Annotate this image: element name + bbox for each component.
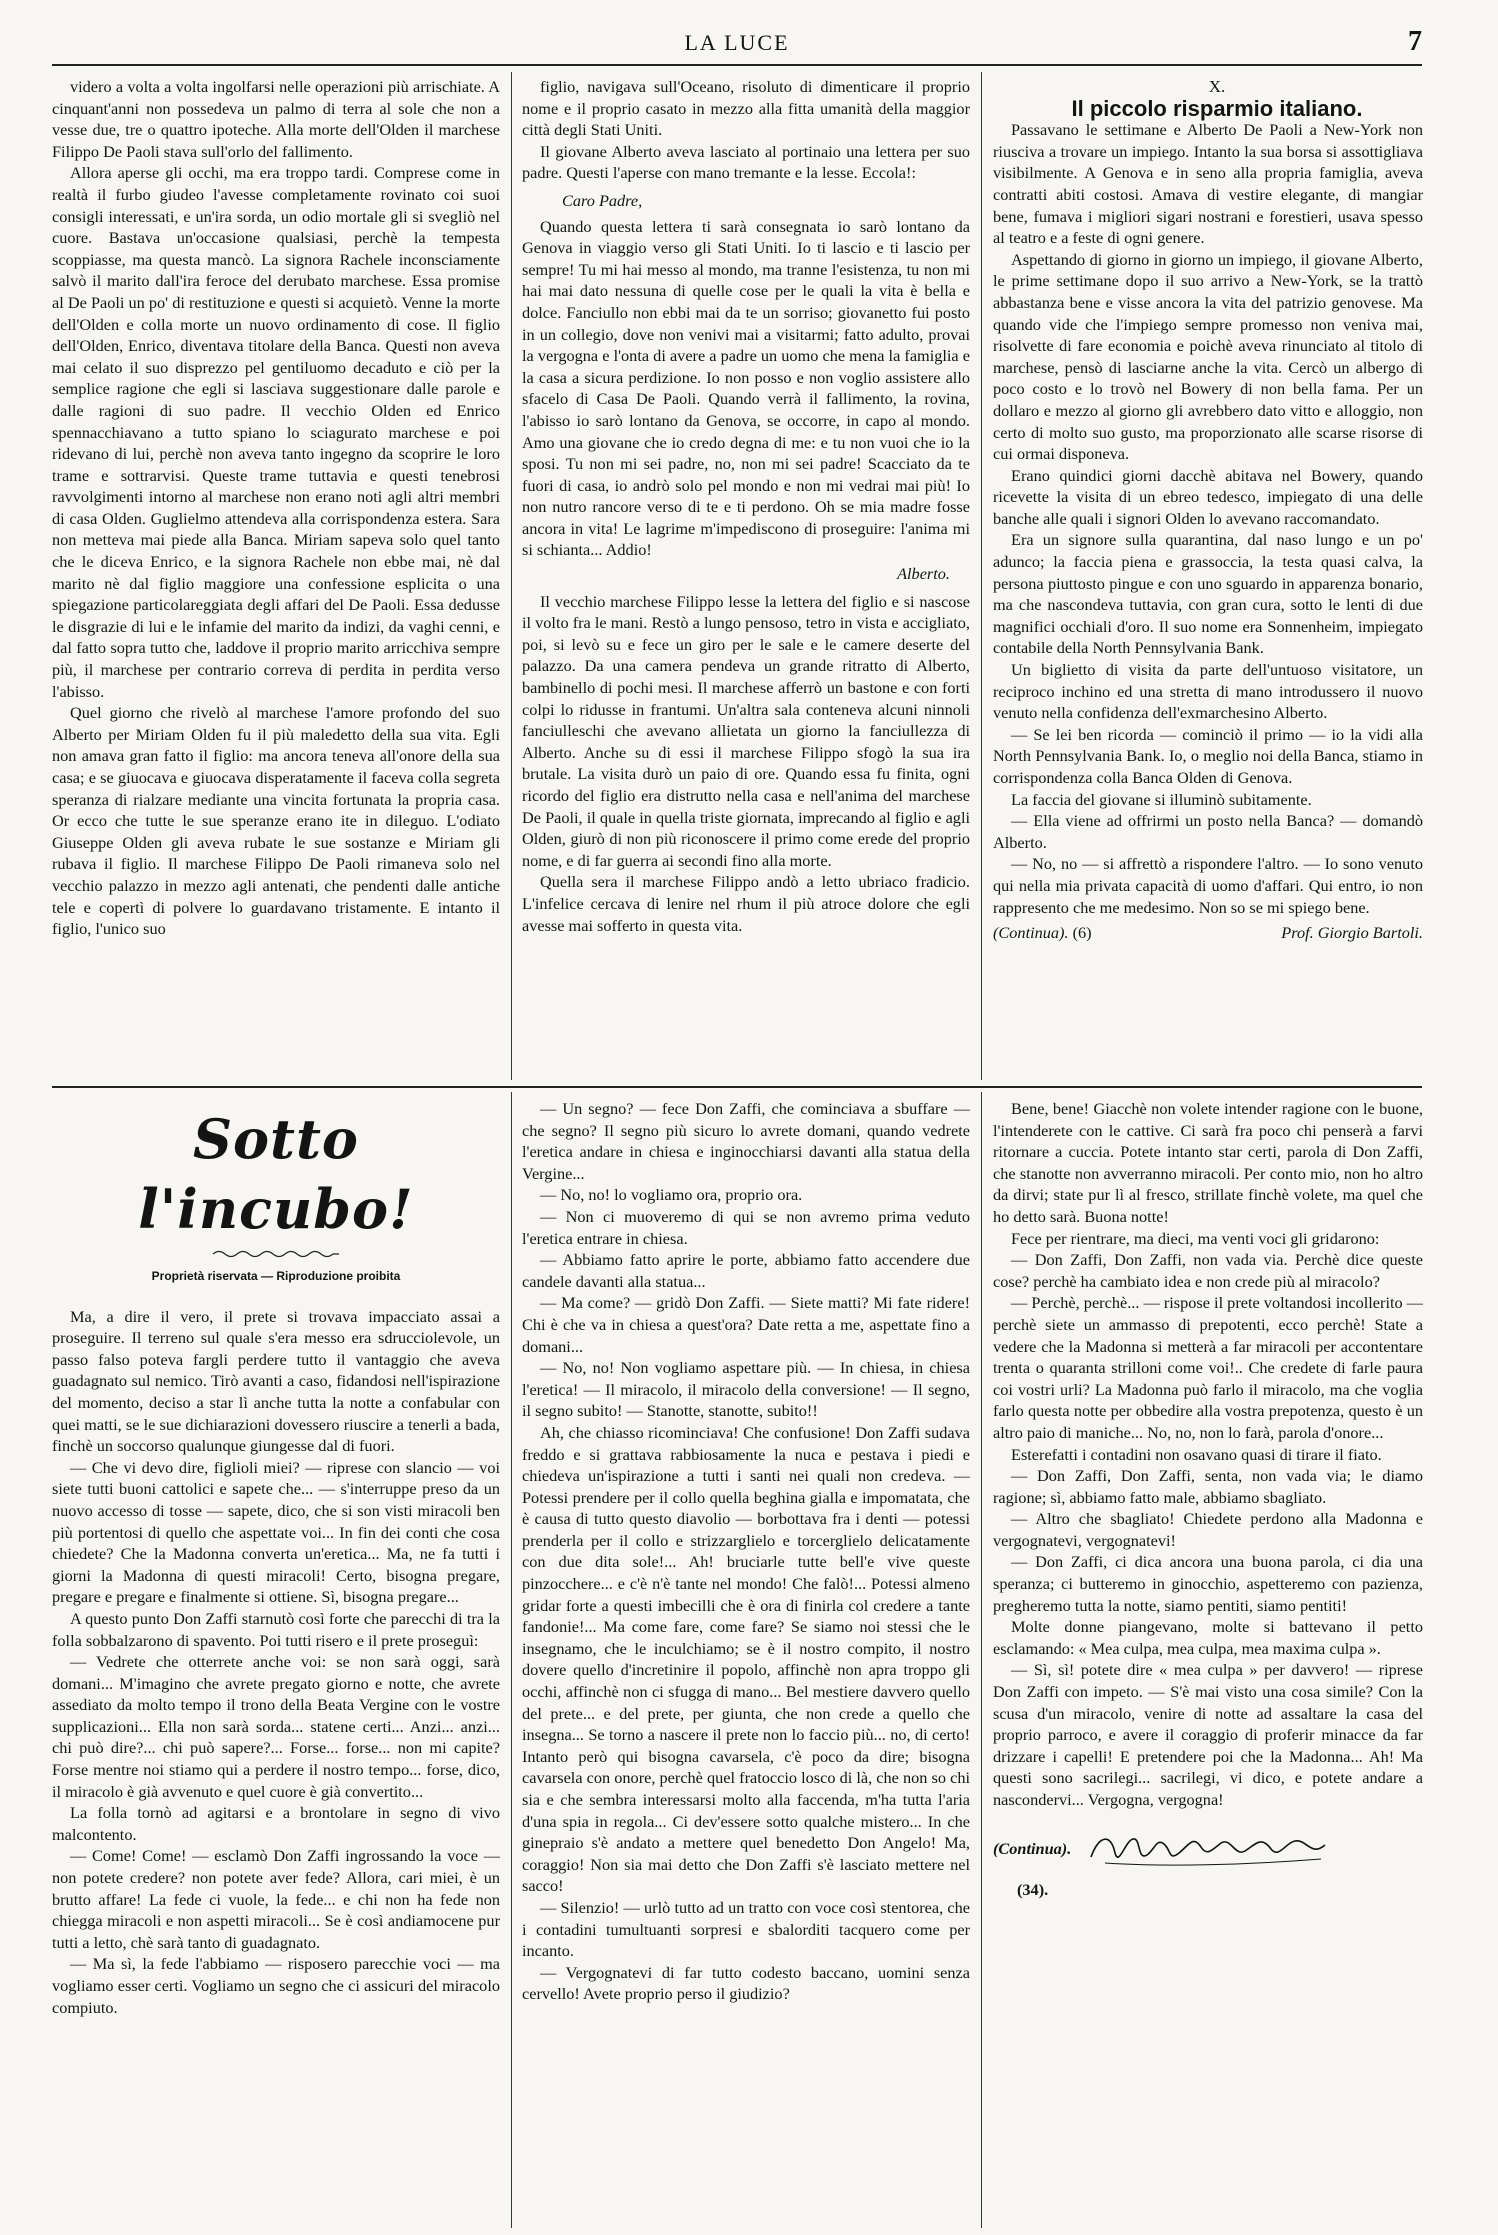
story-paragraph: — Abbiamo fatto aprire le porte, abbiamo fatto accendere due candele davanti alla statua... (522, 1250, 970, 1291)
author-signature: Prof. Giorgio Bartoli. (1281, 923, 1423, 943)
story-paragraph: — No, no! lo vogliamo ora, proprio ora. (540, 1185, 803, 1205)
newspaper-title: LA LUCE (684, 30, 790, 55)
story-rights-notice: Proprietà riservata — Riproduzione proibita (151, 1269, 401, 1283)
paragraph: Aspettando di giorno in giorno un impiego, il giovane Alberto, le prime settimane dopo il suo arrivo a New-York, se la trattò abbastanza bene e visse ancora la vita del patrizio genovese. Ma quando vide che l'impiego sempre promesso non veniva mai, risolvette di fare economia e poichè aveva rinunciato al titolo di marchese, pensò di lasciarne anche la vita. Cercò un albergo di poco costo e lo trovò nel Bowery di non bella fama. Per un dollaro e mezzo al giorno gli avrebbero dato vitto e alloggio, non certo di molto suo gusto, ma proporzionato alle scarse risorse di cui ormai disponeva. (993, 249, 1423, 464)
story-paragraph: — Non ci muoveremo di qui se non avremo prima veduto l'eretica entrare in chiesa. (522, 1206, 970, 1248)
paragraph: figlio, navigava sull'Oceano, risoluto di dimenticare il proprio nome e il proprio casato in mezzo alla fitta umanità della maggior città degli Stati Uniti. (522, 77, 970, 140)
story-paragraph: — Sì, sì! potete dire « mea culpa » per davvero! — riprese Don Zaffi con impeto. — S'è mai visto una cosa simile? Con la scusa d'un miracolo, venire di notte ad assaltare la casa del proprio parroco, e avere il coraggio di proferir minacce da far drizzare i capelli! E pretendere poi che la Madonna... Ah! Ma questi sono sacrilegi... sacrilegi, vi dico, e potete andare a nascondervi... Vergogna, vergogna! (993, 1660, 1423, 1809)
paragraph: Quella sera il marchese Filippo andò a letto ubriaco fradicio. L'infelice cercava di lenire nel rhum il più atroce dolore che egli avesse mai sofferto in questa vita. (522, 872, 970, 935)
paragraph: videro a volta a volta ingolfarsi nelle operazioni più arrischiate. A cinquant'anni non possedeva un palmo di terra al sole che non a vesse due, tre o quattro ipoteche. Alla morte dell'Olden il marchese Filippo De Paoli stava sull'orlo del fallimento. (52, 77, 500, 161)
column-rule (511, 72, 512, 1080)
bottom-column-3 (993, 1098, 1423, 2228)
column-rule (511, 1092, 512, 2228)
story-paragraph: — Vedrete che otterrete anche voi: se non sarà oggi, sarà domani... M'imagino che avrete pregato giorno e notte, che avrete assediato da molto tempo il trono della Beata Vergine con le vostre supplicazioni... Ella non sarà sorda... statene certi... Anzi... anzi... chi può dire?... chi può sapere?... Forse... forse... non mi capite? Forse mentre noi stiamo qui a perdere il nostro tempo... forse, dico, il miracolo è già avvenuto e quel cuore è già convertito... (52, 1652, 500, 1801)
continua-label: (Continua). (993, 923, 1069, 943)
story-paragraph: — Ma come? — gridò Don Zaffi. — Siete matti? Mi fate ridere! Chi è che va in chiesa a quest'ora? Date retta a me, aspettate fino a domani... (522, 1293, 970, 1356)
top-column-1 (52, 76, 500, 1078)
paragraph: Era un signore sulla quarantina, dal naso lungo e un po' adunco; la faccia piena e grassoccia, la testa quasi calva, la persona piuttosto pingue e con uno sguardo in apparenza bonario, ma che nascondeva tuttavia, con gran cura, sotto le lenti di due magnifici occhiali d'oro. Il suo nome era Sonnenheim, impiegato contabile della North Pennsylvania Bank. (993, 530, 1423, 658)
column-rule (981, 72, 982, 1080)
story-paragraph: — Vergognatevi di far tutto codesto baccano, uomini senza cervello! Avete proprio perso il giudizio? (522, 1962, 970, 2004)
ornament-squiggle-icon (211, 1248, 341, 1260)
letter-signature: Alberto. (897, 564, 950, 584)
paragraph: Quel giorno che rivelò al marchese l'amore profondo del suo Alberto per Miriam Olden fu il più maledetto della sua vita. Egli non amava gran fatto il figlio: ma ancora teneva all'onore della sua casa; e se giuocava e giuocava disperatamente il faceva colla segreta speranza di rialzare mediante una vincita fortunata la propria casa. Or ecco che tutte le sue speranze erano ite in dileguo. L'odiato Giuseppe Olden gli aveva rubate le sue sostanze e Miriam gli rubava il figlio. Il marchese Filippo De Paoli rimaneva solo nel vecchio palazzo in mezzo agli antenati, che pendenti dalle antiche tele e copertì di polvere lo guardavano tristamente. E intanto il figlio, l'unico suo (52, 703, 500, 939)
paragraph: Il vecchio marchese Filippo lesse la lettera del figlio e si nascose il volto fra le mani. Restò a lungo pensoso, tetro in vista e accigliato, poi, si levò su e fece un giro per le sale e le camere deserte del palazzo. Da una camera pendeva un grande ritratto di Alberto, bambinello di pochi mesi. Il marchese afferrò un bastone e con forti colpi lo ridusse in frantumi. Un'altra sala conteneva alcuni ninnoli fanciulleschi che avevano allietata un giorno la fanciullezza di Alberto. Anche su di essi il marchese Filippo sfogò la sua ira brutale. La visita durò un paio di ore. Quando essa fu finita, ogni ricordo del figlio era distrutto nella casa e nell'anima del marchese De Paoli, il quale in quella triste giornata, imprecando al figlio e agli Olden, giurò di non più riconoscere il primo come erede del proprio nome, e di far guerra ai secondi fino alla morte. (522, 591, 970, 870)
story-paragraph: — Un segno? — fece Don Zaffi, che cominciava a sbuffare — che segno? Il segno più sicuro lo avrete domani, quando vedrete l'eretica andare in chiesa e inginocchiarsi davanti alla statua della Vergine... (522, 1099, 970, 1183)
paragraph: Erano quindici giorni dacchè abitava nel Bowery, quando ricevette la visita di un ebreo tedesco, impiegato di una delle banche alle quali i signori Olden lo avevano raccomandato. (993, 465, 1423, 528)
story-paragraph: — Come! Come! — esclamò Don Zaffi ingrossando la voce — non potete credere? non potete aver fede? Allora, cari miei, è un brutto affare! La fede ci vuole, la fede... e chi non ha fede non chiegga miracoli e non aspetti miracoli... Se è così andiamocene pur tutti a letto, chè sarà tanto di guadagnato. (52, 1846, 500, 1952)
letter-body: Quando questa lettera ti sarà consegnata io sarò lontano da Genova in viaggio verso gli Stati Uniti. Io ti lascio e ti lascio per sempre! Tu mi hai messo al mondo, ma tranne l'esistenza, tu non mi hai mai dato nessuna di quelle cose per le quali la vita è bella e dolce. Fanciullo non ebbi mai da te un sorriso; giovanetto fui posto in un collegio, dove non venivi mai a visitarmi; fatto adulto, provai la vergogna e l'onta di avere a padre un uomo che mena la famiglia e la casa a sicura perdizione. Io non posso e non voglio assistere allo sfacelo di Casa De Paoli. Quando verrà il fallimento, la rovina, l'abisso io sarò lontano da Genova, se occorre, in capo al mondo. Amo una giovane che io credo degna di me: e tu non vuoi che io la sposi. Tu non mi sei padre, no, non mi sei padre! Scacciato da te fuori di casa, io andrò solo pel mondo e non mi vedrai mai più! Io non nutro rancore verso di te e ti perdono. Oh se mia madre fosse ancora in vita! Le lagrime m'impediscono di proseguire: l'anima mi si schianta... Addio! (522, 216, 970, 560)
paragraph: Il giovane Alberto aveva lasciato al portinaio una lettera per suo padre. Questi l'aperse con mano tremante e la lesse. Eccola!: (522, 141, 970, 183)
paragraph: Un biglietto di visita da parte dell'untuoso visitatore, un reciproco inchino ed una stretta di mano introdussero il nuovo venuto nella confidenza dell'exmarchesino Alberto. (993, 660, 1423, 723)
story-paragraph: Fece per rientrare, ma dieci, ma venti voci gli gridarono: (1011, 1228, 1380, 1248)
letter-salutation: Caro Padre, (562, 190, 643, 210)
story-paragraph: — Don Zaffi, Don Zaffi, non vada via. Perchè dice queste cose? perchè ha cambiato idea e non crede più al miracolo? (993, 1250, 1423, 1291)
masthead (52, 26, 1422, 66)
handwritten-signature-icon (1085, 1827, 1335, 1871)
paragraph: — Ella viene ad offrirmi un posto nella Banca? — domandò Alberto. (993, 811, 1423, 852)
story-signature-row (993, 1827, 1423, 1871)
story-paragraph: — Altro che sbagliato! Chiedete perdono alla Madonna e vergognatevi, vergognatevi! (993, 1509, 1423, 1550)
section-rule (52, 1086, 1422, 1088)
story-paragraph: — Don Zaffi, Don Zaffi, senta, non vada via; le diamo ragione; sì, abbiamo fatto male, abbiamo sbagliato. (993, 1466, 1423, 1507)
story-paragraph: — Silenzio! — urlò tutto ad un tratto con voce così stentorea, che i contadini tumultuanti sorpresi e sbalorditi tacquero come per incanto. (522, 1897, 970, 1961)
column-rule (981, 1092, 982, 2228)
paragraph: Passavano le settimane e Alberto De Paoli a New-York non riusciva a trovare un impiego. Intanto la sua borsa si assottigliava visibilmente. A Genova e in seno alla propria famiglia, aveva contratti abiti costosi. Amava di vestire elegante, di mangiar bene, fumava i migliori sigari nostrani e forestieri, usava spesso al teatro e a feste di ogni genere. (993, 120, 1423, 248)
story-continua-label: (Continua). (993, 1838, 1072, 1858)
story-paragraph: — Che vi devo dire, figlioli miei? — riprese con slancio — voi siete tutti buoni cattolici e sapete che... — s'interruppe preso da un nuovo accesso di tosse — sapete, dico, che si son visti miracoli ben più portentosi di quello che aspettate voi... In fin dei conti che cosa chiedete? Che la Madonna converta un'eretica... Ma, ne fa tutti i giorni la Madonna di questi miracoli! Certo, bisogna pregare, pregare e pregare e finalmente si ottiene. Sì, bisogna pregare... (52, 1457, 500, 1607)
story-paragraph: Ma, a dire il vero, il prete si trovava impacciato assai a proseguire. Il terreno sul quale s'era messo era sdrucciolevole, un passo falso poteva fargli perdere tutto il vantaggio che aveva guadagnato sul nemico. Tirò avanti a caso, fidandosi nell'ispirazione del momento, deciso a star lì anche tutta la notte a confabular con quei matti, se le sue dichiarazioni dovessero riuscire a tenerli a bada, finchè un soccorso qualunque giungesse dal di fuori. (52, 1306, 500, 1456)
story-paragraph: La folla tornò ad agitarsi e a brontolare in segno di vivo malcontento. (52, 1803, 500, 1844)
story-paragraph: Bene, bene! Giacchè non volete intender ragione con le buone, l'intenderete con le cattive. Ci sarà fra poco chi penserà a farvi ritornare a cuccia. Potete intanto star certi, parola di Don Zaffi, che stanotte non avverranno miracoli. Per conto mio, non ho altro da dirvi; state pur lì al fresco, strillate finchè volete, ma quel che ho detto sarà. Buona notte! (993, 1099, 1423, 1226)
story-installment-number: (34). (1017, 1879, 1049, 1899)
page-number: 7 (1408, 26, 1422, 57)
story-paragraph: — No, no! Non vogliamo aspettare più. — In chiesa, in chiesa l'eretica! — Il miracolo, il miracolo della conversione! — Il segno, il segno subito! — Stanotte, stanotte, subito!! (522, 1358, 970, 1421)
chapter-title: Il piccolo risparmio italiano. (1071, 95, 1363, 121)
story-paragraph: — Ma sì, la fede l'abbiamo — risposero parecchie voci — ma vogliamo esser certi. Vogliamo un segno che ci assicuri del miracolo compiuto. (52, 1954, 500, 2017)
installment-number: (6) (1072, 923, 1092, 943)
story-paragraph: — Don Zaffi, ci dica ancora una buona parola, ci dia una speranza; ci butteremo in ginocchio, aspetteremo con pazienza, pregheremo tutta la notte, siamo pentiti, siamo pentiti! (993, 1552, 1423, 1615)
top-column-3 (993, 76, 1423, 1078)
story-paragraph: Ah, che chiasso ricominciava! Che confusione! Don Zaffi sudava freddo e si grattava rabbiosamente la nuca e pestava i piedi e chiedeva un'ispirazione a tutti i santi nei quali non credeva. — Potessi prendere per il collo quella beghina gialla e impomatata, che è causa di tutto questo diavolio — borbottava fra i denti — potessi prenderla per il collo e strizzarglielo e torcerglielo delicatamente con due dita sole!... Ah! bruciarle tutte bell'e vive queste pinzocchere... e c'è n'è tante nel mondo! Che falò!... Potessi almeno gridar forte a questi imbecilli che è ora di finirla col credere a tante fandonie!... Ma come fare, come fare? Se siamo noi stessi che le insegnamo, che le inculchiamo; se è il nostro compito, il nostro dovere quello d'incretinire il popolo, affinchè non apra troppo gli occhi, affinchè non ci sfugga di mano... Bel mestiere davvero quello del prete... e del prete, per giunta, che non crede a quello che insegna... Se torno a nascere il prete non lo faccio più... no, di certo! Intanto però qui bisogna cavarsela, c'è poco da dire; bisogna cavarsela con onore, perchè quel fratoccio losco di là, che non so chi sia e che sembra interessarsi molto alla faccenda, m'ha tutta l'aria d'una spia in regola... Ci dev'essere sotto qualche mistero... In che ginepraio s'è andato a mettere quel benedetto Don Angelo! Ma, coraggio! Non sia mai detto che Don Zaffi s'è lasciato mettere nel sacco! (522, 1422, 970, 1896)
story-paragraph: A questo punto Don Zaffi starnutò così forte che parecchi di tra la folla sobbalzarono di spavento. Poi tutti risero e il prete proseguì: (52, 1608, 500, 1650)
paragraph: Allora aperse gli occhi, ma era troppo tardi. Comprese come in realtà il furbo giudeo l'avesse completamente rovinato coi suoi consigli interessati, e un'ira sorda, un odio mortale gli si svegliò nel cuore. Bastava un'occasione qualsiasi, perchè la tempesta scoppiasse, ma questa mancò. La signora Rachele inconsciamente salvò il marito dall'ira feroce del derubato marchese. Essa promise al De Paoli un po' di restituzione e questi si acquietò. Venne la morte dell'Olden e colla morte un nuovo ordinamento di cose. Il figlio dell'Olden, Enrico, diventava titolare della Banca. Questi non aveva mai celato il suo disprezzo pel gentiluomo decaduto e ciò per la semplice ragione che egli si lasciava suggestionare dalle parole e dalle ragioni di suo padre. Il vecchio Olden ed Enrico spennacchiavano a tutto spiano lo sciagurato marchese e poi ridevano di lui, perchè non aveva tanto ingegno da scoprire le loro trame e sottrarvisi. Queste trame tuttavia e questi tenebrosi ravvolgimenti intorno al marchese non erano noti agli altri membri di casa Olden. Guglielmo attendeva alla corrispondenza estera. Sara non metteva mai piede alla Banca. Miriam sapeva solo quel tanto che le diceva Enrico, e la signora Rachele non ebbe mai, nè dal marito nè dal figlio maggiore una confessione esplicita o una spiegazione particolareggiata degli affari del De Paoli. Essa dedusse le disgrazie di lui e le infamie del marito da indizi, da vaghi cenni, e dal fatto sopra tutto che, laddove il proprio marito arricchiva sempre più, il marchese per contrario correva di perdita in perdita verso l'abisso. (52, 163, 500, 701)
chapter-number: X. (1208, 77, 1226, 96)
paragraph: — Se lei ben ricorda — cominciò il primo — io la vidi alla North Pennsylvania Bank. Io, o meglio noi della Banca, stiamo in corrispondenza colla Banca Olden di Genova. (993, 724, 1423, 787)
story-paragraph: — Perchè, perchè... — rispose il prete voltandosi incollerito — perchè siete un ammasso di prepotenti, ecco perchè! State a vedere che la Madonna si metterà a far miracoli per accontentare trenta o quaranta strilloni come voi!.. Che credete di farle paura coi vostri urli? La Madonna può farlo il miracolo, ma che voglia farlo questa notte per obbedire alla vostra prepotenza, questo è un altro paio di maniche... No, no, non lo farà, parola d'onore... (993, 1293, 1423, 1442)
story-paragraph: Molte donne piangevano, molte si battevano il petto esclamando: « Mea culpa, mea culpa, mea maxima culpa ». (993, 1617, 1423, 1658)
top-column-2 (522, 76, 970, 1078)
continua-line (993, 922, 1423, 944)
paragraph: La faccia del giovane si illuminò subitamente. (1011, 789, 1312, 809)
bottom-column-1 (52, 1098, 500, 2228)
story-title: Sotto l'incubo! (138, 1107, 414, 1241)
story-paragraph: Esterefatti i contadini non osavano quasi di tirare il fiato. (1011, 1444, 1382, 1464)
bottom-column-2 (522, 1098, 970, 2228)
paragraph: — No, no — si affrettò a rispondere l'altro. — Io sono venuto qui nella mia privata capacità di uomo d'affari. Qui entro, io non rappresento che me medesimo. Non so se mi spiego bene. (993, 854, 1423, 917)
